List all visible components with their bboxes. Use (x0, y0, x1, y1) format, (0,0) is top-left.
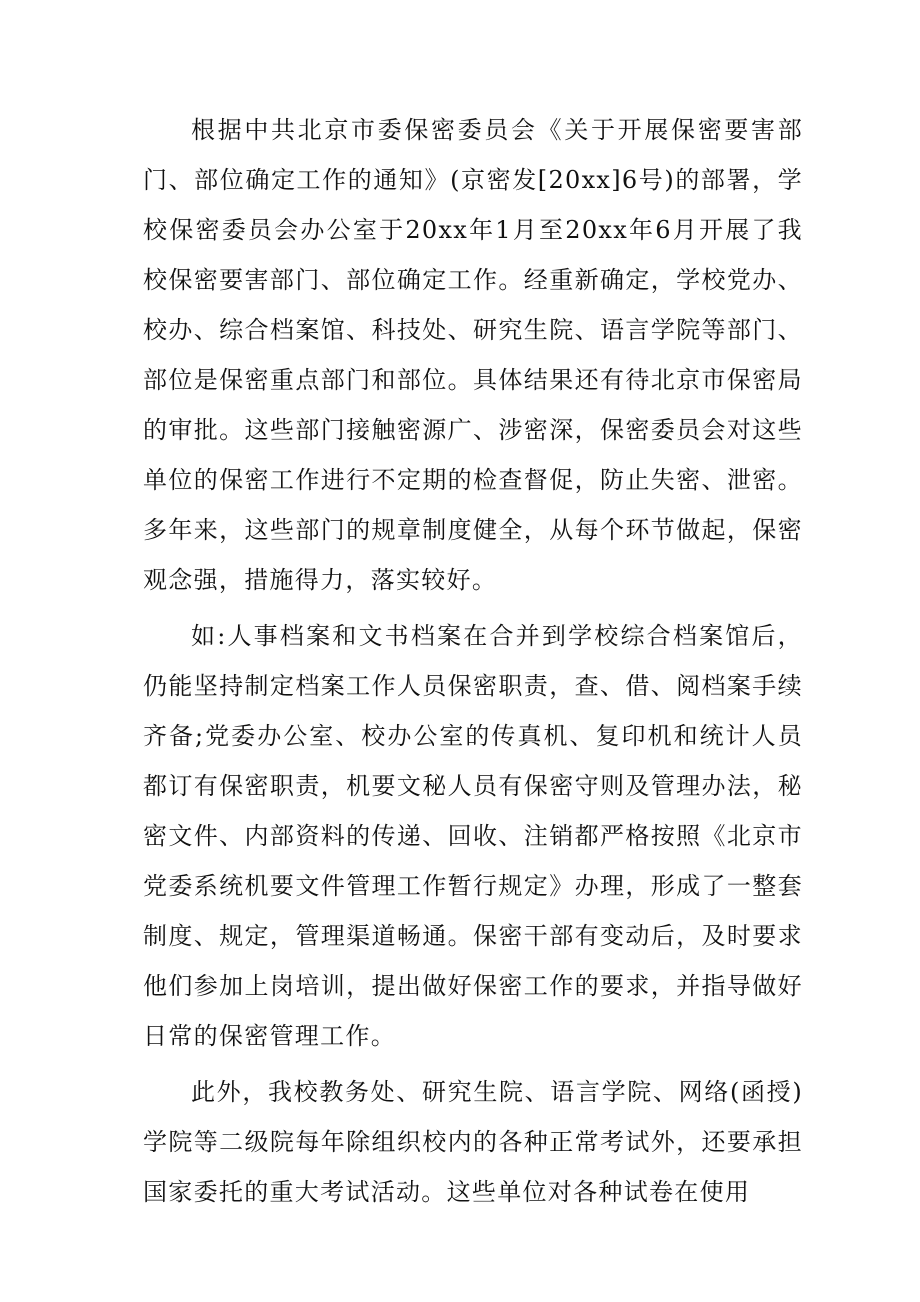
paragraph-2: 如:人事档案和文书档案在合并到学校综合档案馆后，仍能坚持制定档案工作人员保密职责，查、借、阅档案手续齐备;党委办公室、校办公室的传真机、复印机和统计人员都订有保密职责，机要文秘人员有保密守则及管理办法，秘密文件、内部资料的传递、回收、注销都严格按照《北京市党委系统机要文件管理工作暂行规定》办理，形成了一整套制度、规定，管理渠道畅通。保密干部有变动后，及时要求他们参加上岗培训，提出做好保密工作的要求，并指导做好日常的保密管理工作。 (143, 622, 803, 1050)
document-body (143, 105, 803, 1217)
paragraph-1: 根据中共北京市委保密委员会《关于开展保密要害部门、部位确定工作的通知》(京密发[20xx]6号)的部署，学校保密委员会办公室于20xx年1月至20xx年6月开展了我校保密要害部门、部位确定工作。经重新确定，学校党办、校办、综合档案馆、科技处、研究生院、语言学院等部门、部位是保密重点部门和部位。具体结果还有待北京市保密局的审批。这些部门接触密源广、涉密深，保密委员会对这些单位的保密工作进行不定期的检查督促，防止失密、泄密。多年来，这些部门的规章制度健全，从每个环节做起，保密观念强，措施得力，落实较好。 (143, 116, 803, 594)
paragraph-3: 此外，我校教务处、研究生院、语言学院、网络(函授)学院等二级院每年除组织校内的各种正常考试外，还要承担国家委托的重大考试活动。这些单位对各种试卷在使用 (143, 1078, 803, 1206)
